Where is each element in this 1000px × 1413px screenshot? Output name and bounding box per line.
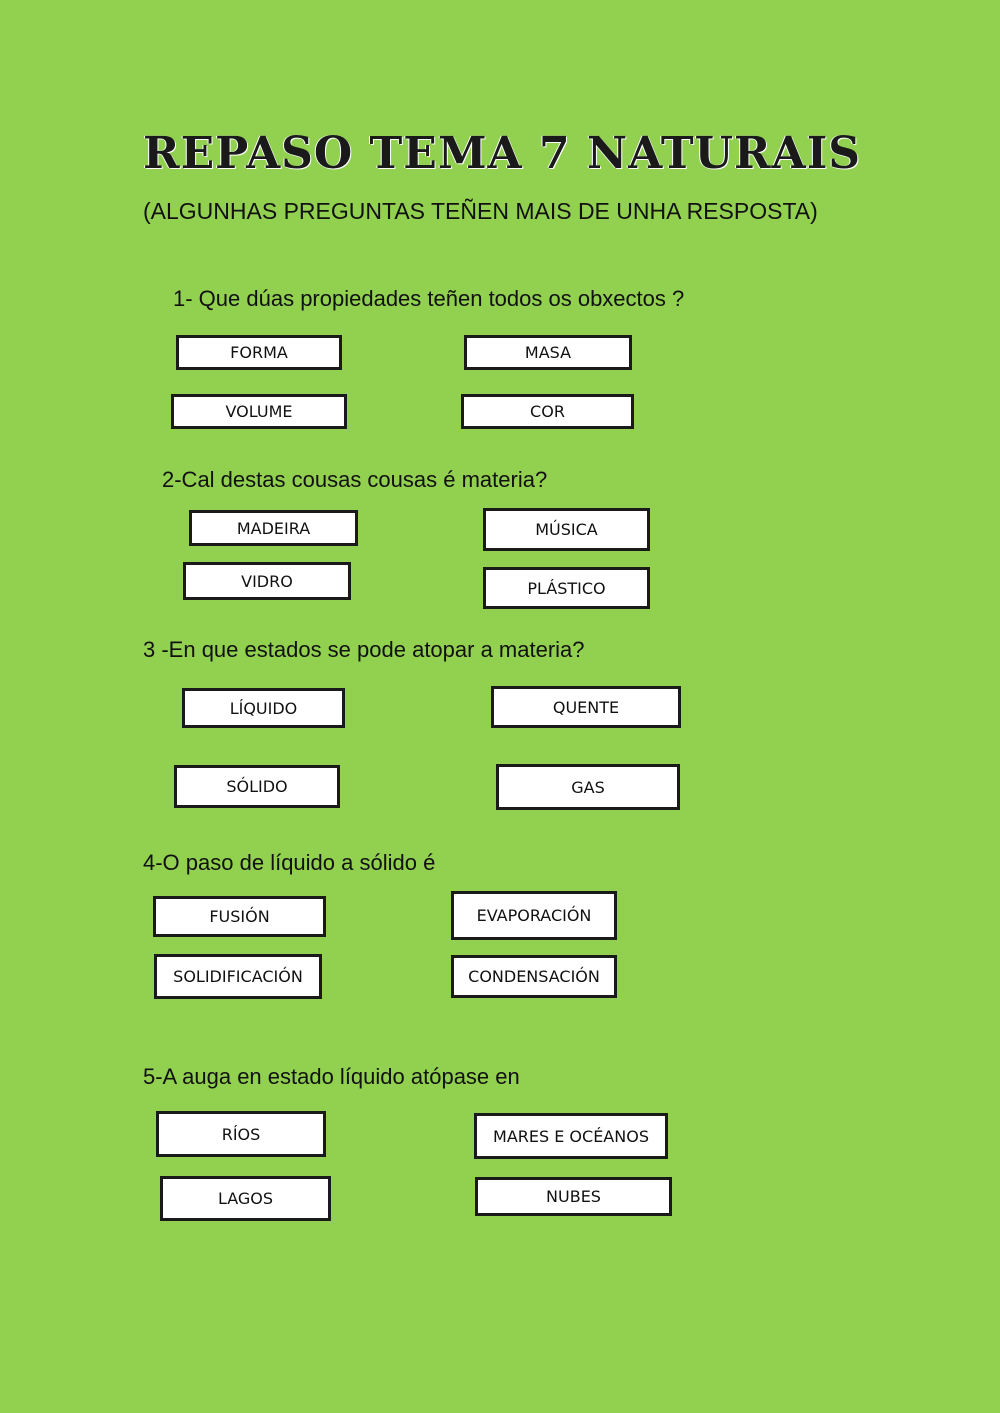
question-3-text: 3 -En que estados se pode atopar a materia? [143,637,585,662]
q4-option-condensacion[interactable]: CONDENSACIÓN [451,955,617,998]
question-2-text: 2-Cal destas cousas cousas é materia? [162,467,548,492]
q1-option-masa[interactable]: MASA [464,335,632,370]
q3-option-gas[interactable]: GAS [496,764,680,810]
q5-option-lagos[interactable]: LAGOS [160,1176,331,1221]
question-4-text: 4-O paso de líquido a sólido é [143,850,436,875]
q3-option-solido[interactable]: SÓLIDO [174,765,340,808]
q5-option-mares-e-oceanos[interactable]: MARES E OCÉANOS [474,1113,668,1159]
question-1-text: 1- Que dúas propiedades teñen todos os obxectos ? [173,286,685,311]
q1-option-volume[interactable]: VOLUME [171,394,347,429]
question-5-text: 5-A auga en estado líquido atópase en [143,1064,520,1089]
q2-option-vidro[interactable]: VIDRO [183,562,351,600]
q4-option-evaporacion[interactable]: EVAPORACIÓN [451,891,617,940]
q1-option-forma[interactable]: FORMA [176,335,342,370]
q4-option-fusion[interactable]: FUSIÓN [153,896,326,937]
q3-option-liquido[interactable]: LÍQUIDO [182,688,345,728]
q2-option-musica[interactable]: MÚSICA [483,508,650,551]
page-subtitle: (ALGUNHAS PREGUNTAS TEÑEN MAIS DE UNHA RESPOSTA) [143,198,818,224]
q1-option-cor[interactable]: COR [461,394,634,429]
q4-option-solidificacion[interactable]: SOLIDIFICACIÓN [154,954,322,999]
q5-option-rios[interactable]: RÍOS [156,1111,326,1157]
page-title: REPASO TEMA 7 NATURAIS [143,128,862,179]
q2-option-madeira[interactable]: MADEIRA [189,510,358,546]
q2-option-plastico[interactable]: PLÁSTICO [483,567,650,609]
q3-option-quente[interactable]: QUENTE [491,686,681,728]
q5-option-nubes[interactable]: NUBES [475,1177,672,1216]
